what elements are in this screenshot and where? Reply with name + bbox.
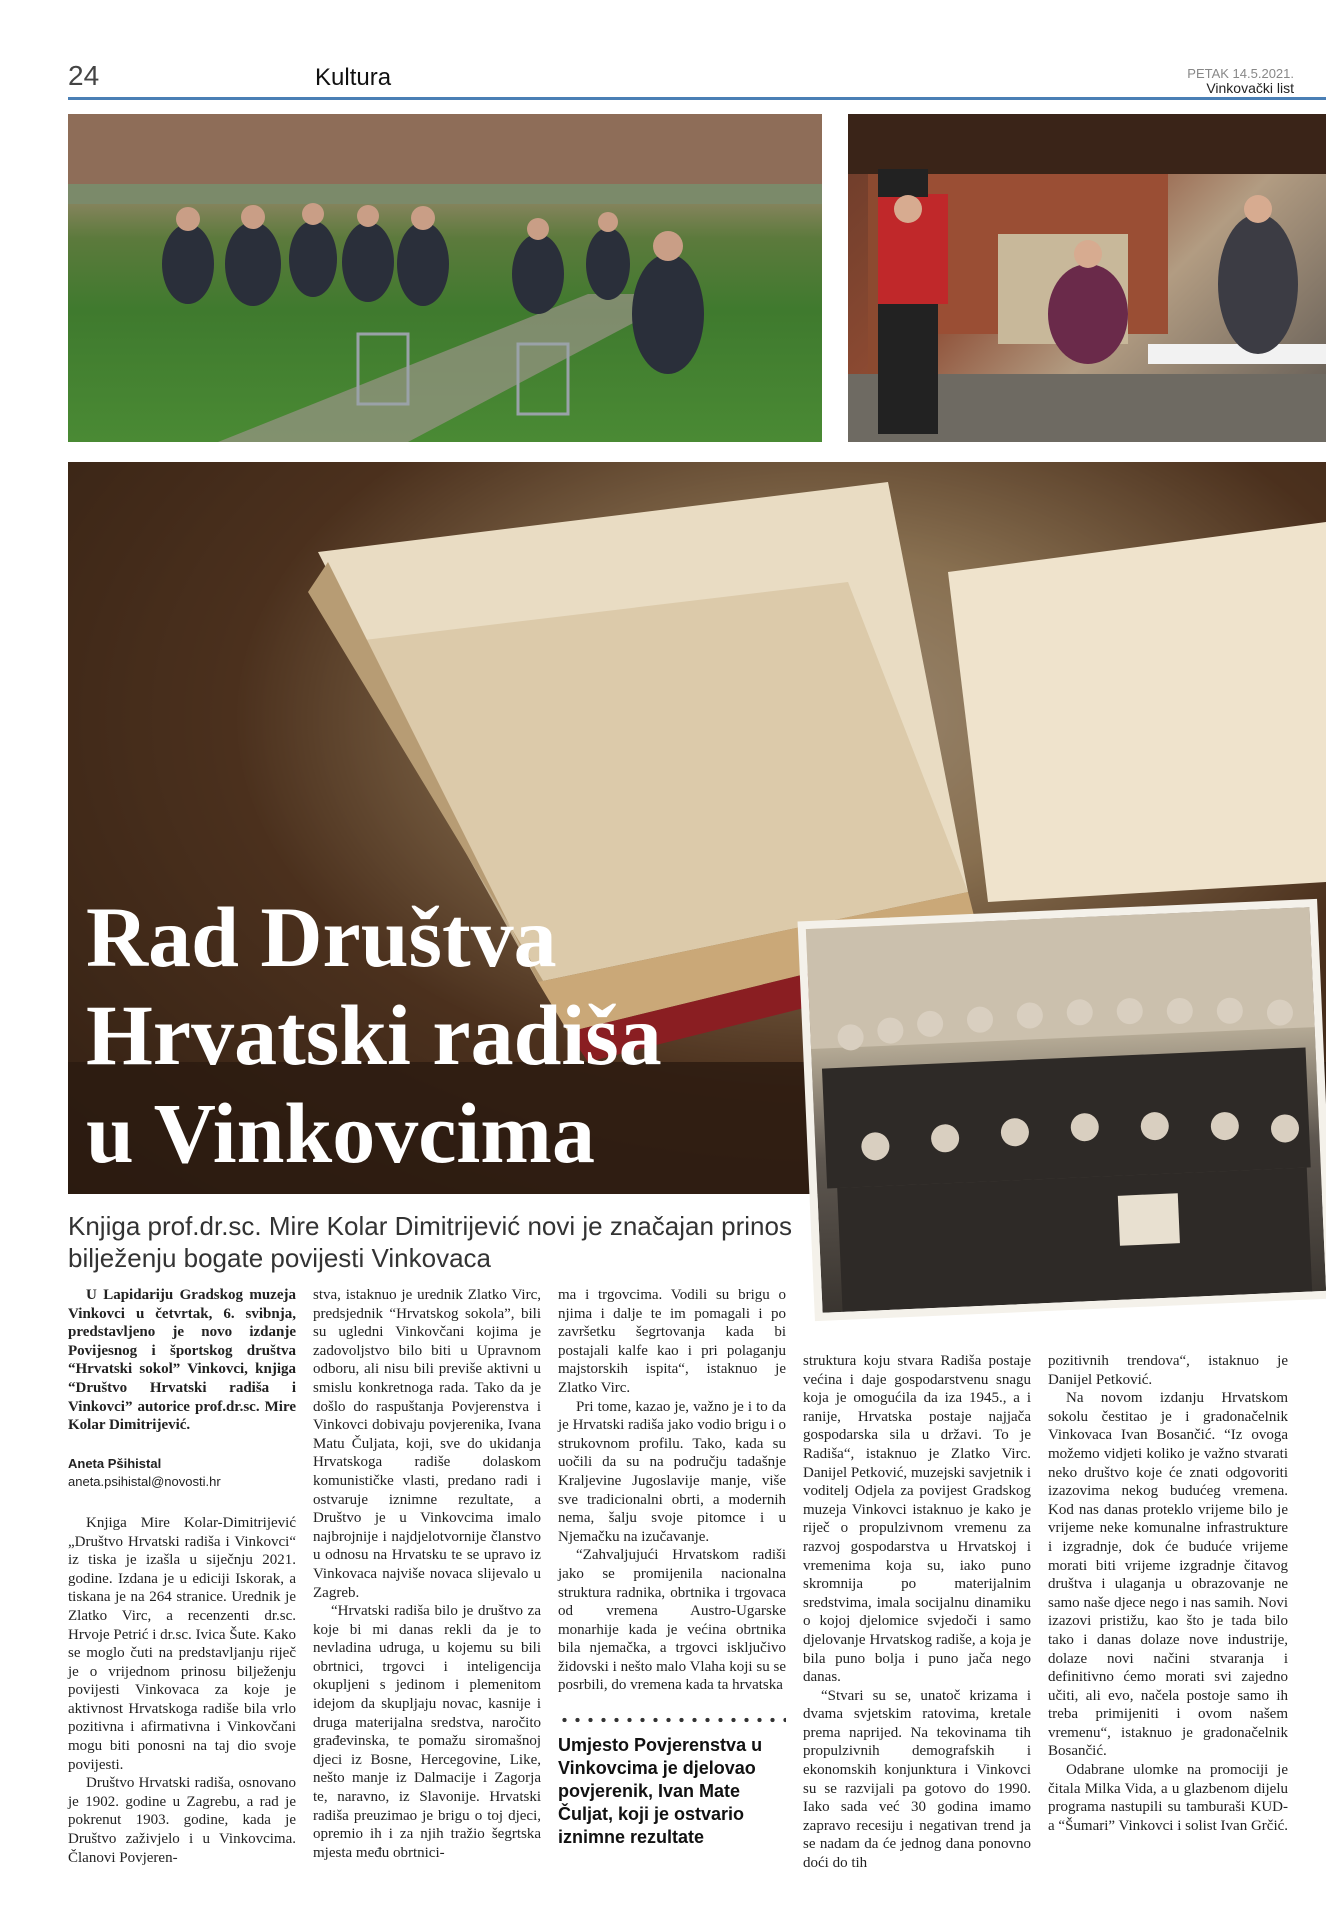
paragraph: Na novom izdanju Hrvatskom sokolu čestitao je i gradonačelnik Vinkovaca Ivan Bosančić. “Iz ovoga možemo vidjeti koliko je važno stvarati neko društvo koje će znati odgovoriti izazovima nekog budućeg vremena. Kod nas danas proteklo vrijeme bilo je vrijeme neke komunalne infrastrukture i izgradnje, dok će buduće vrijeme morati biti vrijeme izgradnje čitavog društva i ulaganja u obrazovanje ne samo naše djece nego i nas samih. Novi izazovi pristižu, kao što je tada bilo tako i danas dolaze nove industrije, dolaze novi načini stvaranja i definitivno ćemo morati svi zajedno učiti, ali evo, načela postoje samo ih treba primijeniti i ovom našem vremenu“, istaknuo je gradonačelnik Bosančić. xyxy=(1048,1390,1288,1760)
author-email[interactable]: aneta.psihistal@novosti.hr xyxy=(68,1474,221,1490)
photo-audience-illustration xyxy=(68,114,822,442)
article-lead: U Lapidariju Gradskog muzeja Vinkovci u četvrtak, 6. svibnja, predstavljeno je novo izdanje Povijesnog i športskog društva “Hrvatski sokol” Vinkovci, knjiga “Društvo Hrvatski radiša i Vinkovci” autorice prof.dr.sc. Mire Kolar Dimitrijević. xyxy=(68,1287,296,1434)
paragraph: pozitivnih trendova“, istaknuo je Danijel Petković. xyxy=(1048,1353,1288,1388)
paragraph: Društvo Hrvatski radiša, osnovano je 1902. godine u Zagrebu, a rad je pokrenut 1903. godine, kada je Društvo zaživjelo i u Vinkovcima. Članovi Povjeren- xyxy=(68,1775,296,1866)
issue-date: PETAK 14.5.2021. xyxy=(1187,66,1294,81)
paragraph: “Zahvaljujući Hrvatskom radiši jako se promijenila nacionalna struktura radnika, obrtnika i trgovaca od vremena Austro-Ugarske monarhije kada je većina obrtnika bila njemačka, a trgovci isključivo židovski i nešto malo Vlaha koji su se posrbili, do vremena kada ta hrvatska xyxy=(558,1547,786,1694)
paragraph: “Hrvatski radiša bilo je društvo za koje bi mi danas rekli da je to nevladina udruga, u kojemu su bili obrtnici, trgovci i inteligencija okupljeni s jedinom i plemenitom idejom da skupljaju novac, kasnije i druga materijalna sredstva, naročito građevinska, te pomažu siromašnoj djeci iz Bosne, Hercegovine, Like, nešto manje iz Dalmacije i Zagorja te, naravno, iz Slavonije. Hrvatski radiša preuzimao je brigu o toj djeci, opremio ih i za njih tražio šegrtska mjesta među obrtnici- xyxy=(313,1603,541,1861)
photo-lapidarium-speakers xyxy=(848,114,1326,442)
article-headline xyxy=(86,888,806,1182)
paragraph: struktura koju stvara Radiša postaje većina i daje gospodarstvenu snagu koja je omogućila da iza 1945., a i ranije, Hrvatska postaje najjača gospodarska sila u državi. To je Radiša“, istaknuo je Zlatko Virc. Danijel Petković, muzejski savjetnik i voditelj Odjela za povijest Gradskog muzeja Vinkovci istaknuo je kako je riječ o propulzivnom vremenu za razvoj gospodarstva u Hrvatskoj i vremenima koja su, iako puno skromnija po materijalnim sredstvima, imala socijalnu dinamiku o kojoj djelomice svjedoči i samo djelovanje Hrvatskog radiše, a koja je bila puno bolja i puno jača nego danas. xyxy=(803,1353,1031,1686)
article-subtitle: Knjiga prof.dr.sc. Mire Kolar Dimitrijević novi je značajan prinos bilježenju bogate povijesti Vinkovaca xyxy=(68,1211,792,1273)
article-column-2 xyxy=(313,1286,541,1862)
photo-audience-seated xyxy=(68,114,822,442)
article-column-4 xyxy=(803,1352,1031,1873)
headline-line-1: Rad Društva xyxy=(86,889,557,985)
headline-line-2: Hrvatski radiša xyxy=(86,987,662,1083)
paragraph: Odabrane ulomke na promociji je čitala Milka Vida, a u glazbenom dijelu programa nastupili su tamburaši KUD-a “Šumari” Vinkovci i solist Ivan Grčić. xyxy=(1048,1762,1289,1834)
photo-lapidarium-illustration xyxy=(848,114,1326,442)
header-rule xyxy=(68,97,1326,100)
paragraph: “Stvari su se, unatoč krizama i dvama svjetskim ratovima, kretale prema naprijed. Na tekovinama tih propulzivnih demografskih i ekonomskih konjunktura i Vinkovci su se razvijali pa gotovo do 1990. Iako sada već 30 godina imamo zapravo recesiju i negativan trend ja se nadam da će jednog dana ponovno doći do tih xyxy=(803,1687,1031,1872)
headline-line-3: u Vinkovcima xyxy=(86,1085,595,1181)
article-column-3 xyxy=(558,1286,786,1695)
paragraph: Knjiga Mire Kolar-Dimitrijević „Društvo Hrvatski radiša i Vinkovci“ iz tiska je izašla u siječnju 2021. godine. Izdana je u ediciji Iskorak, a tiskana je na 264 stranice. Urednik je Zlatko Virc, a recenzenti dr.sc. Hrvoje Petrić i dr.sc. Ivica Šute. Kako se moglo čuti na predstavljanju riječ je o vrijednom prinosu bilježenju povijesti Vinkovaca za koje je aktivnost Hrvatskoga radiše bila vrlo pozitivna i afirmativna i Vinkovčani mogu biti ponosni na taj dio svoje povijesti. xyxy=(68,1514,296,1773)
article-column-1 xyxy=(68,1286,296,1867)
article-column-5 xyxy=(1048,1352,1288,1835)
page-number: 24 xyxy=(68,60,100,91)
newspaper-name: Vinkovački list xyxy=(1206,80,1294,96)
author-name: Aneta Pšihistal xyxy=(68,1455,162,1471)
paragraph: ma i trgovcima. Vodili su brigu o njima i dalje te im pomagali i po završetku šegrtovanja kada bi postajali kalfe kao i pri polaganju majstorskih ispita“, istaknuo je Zlatko Virc. xyxy=(558,1287,786,1396)
paragraph: stva, istaknuo je urednik Zlatko Virc, predsjednik “Hrvatskog sokola”, bili su ugledni Vinkovčani kojima je zadovoljstvo bilo biti u Upravnom odboru, ali nisu bili previše aktivni u smislu konkretnoga rada. Tako da je došlo do raspuštanja Povjerenstva i Vinkovci dobivaju povjerenika, Ivana Matu Čuljata, koji, sve do ukidanja Hrvatskoga radiše dolaskom komunističke vlasti, predano radi i ostvaruje iznimne rezultate, a Društvo je u Vinkovcima imalo najbrojnije i najdjelotvornije članstvo u odnosu na Hrvatsku te se upravo iz Vinkovaca najviše novaca slijevalo u Zagreb. xyxy=(313,1287,541,1601)
pullquote-dot-divider xyxy=(558,1716,786,1724)
section-label: Kultura xyxy=(315,64,392,91)
photo-historic-group xyxy=(798,899,1326,1321)
paragraph: Pri tome, kazao je, važno je i to da je Hrvatski radiša jako vodio brigu i o strukovnom profilu. Tako, kada su uočili da su na području tadašnje Kraljevine Jugoslavije manje, više sve tradicionalni obrti, a modernih nema, šalju svoje pitomce i u Njemačku na izučavanje. xyxy=(558,1398,786,1545)
photo-historic-illustration xyxy=(806,907,1326,1313)
pullquote: Umjesto Povjerenstva u Vinkovcima je djelovao povjerenik, Ivan Mate Čuljat, koji je ostvario iznimne rezultate xyxy=(558,1735,763,1847)
